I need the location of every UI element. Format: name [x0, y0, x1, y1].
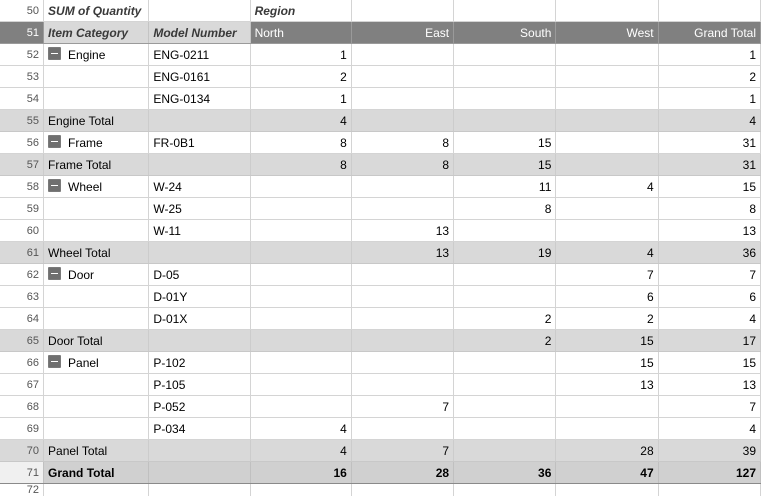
sum-of-quantity-label[interactable]: SUM of Quantity	[44, 0, 149, 22]
value-east[interactable]: 7	[351, 440, 453, 462]
row-header-55[interactable]: 55	[0, 110, 44, 132]
value-south[interactable]: 15	[454, 154, 556, 176]
row-header-70[interactable]: 70	[0, 440, 44, 462]
header-east[interactable]: East	[351, 22, 453, 44]
value-west[interactable]	[556, 132, 658, 154]
value-west[interactable]: 13	[556, 374, 658, 396]
table-row	[0, 308, 761, 330]
collapse-minus-icon[interactable]	[48, 47, 61, 60]
table-row	[0, 264, 761, 286]
value-north[interactable]	[250, 220, 351, 242]
value-north[interactable]: 4	[250, 110, 351, 132]
value-south[interactable]	[454, 264, 556, 286]
item-category-label: Wheel	[68, 180, 102, 194]
item-category-cell[interactable]	[44, 264, 149, 286]
header-north[interactable]: North	[250, 22, 351, 44]
value-east[interactable]	[351, 88, 453, 110]
value-north[interactable]: 1	[250, 44, 351, 66]
total-label-cell[interactable]: Frame Total	[44, 154, 149, 176]
collapse-minus-icon[interactable]	[48, 135, 61, 148]
row-header-61[interactable]: 61	[0, 242, 44, 264]
value-west[interactable]: 28	[556, 440, 658, 462]
value-west[interactable]	[556, 110, 658, 132]
value-grand-total[interactable]: 4	[658, 308, 760, 330]
row-header-71[interactable]: 71	[0, 462, 44, 484]
value-west[interactable]	[556, 66, 658, 88]
value-north[interactable]: 8	[250, 154, 351, 176]
subtotal-row	[0, 330, 761, 352]
value-east[interactable]	[351, 44, 453, 66]
value-grand-total[interactable]: 13	[658, 220, 760, 242]
empty-cell[interactable]	[351, 0, 453, 22]
empty-cell[interactable]	[149, 484, 250, 496]
row-header-51[interactable]: 51	[0, 22, 44, 44]
value-grand-total[interactable]: 36	[658, 242, 760, 264]
header-grand-total[interactable]: Grand Total	[658, 22, 760, 44]
value-grand-total[interactable]: 4	[658, 110, 760, 132]
total-label-cell[interactable]: Wheel Total	[44, 242, 149, 264]
value-south[interactable]: 19	[454, 242, 556, 264]
empty-cell[interactable]	[658, 0, 760, 22]
value-west[interactable]: 47	[556, 462, 658, 484]
row-header-72[interactable]: 72	[0, 484, 44, 496]
value-north[interactable]	[250, 242, 351, 264]
value-north[interactable]	[250, 198, 351, 220]
subtotal-row	[0, 154, 761, 176]
value-south[interactable]	[454, 440, 556, 462]
value-east[interactable]: 8	[351, 132, 453, 154]
item-category-cell[interactable]	[44, 132, 149, 154]
value-south[interactable]	[454, 66, 556, 88]
model-number-cell[interactable]: W-25	[149, 198, 250, 220]
value-west[interactable]	[556, 88, 658, 110]
subtotal-row	[0, 242, 761, 264]
grand-total-row	[0, 462, 761, 484]
row-header-50[interactable]: 50	[0, 0, 44, 22]
model-number-cell[interactable]: D-01Y	[149, 286, 250, 308]
value-grand-total[interactable]: 2	[658, 66, 760, 88]
value-west[interactable]: 2	[556, 308, 658, 330]
empty-cell[interactable]	[250, 484, 351, 496]
item-category-cell[interactable]	[44, 176, 149, 198]
collapse-minus-icon[interactable]	[48, 355, 61, 368]
value-east[interactable]: 28	[351, 462, 453, 484]
table-row	[0, 396, 761, 418]
value-east[interactable]	[351, 330, 453, 352]
pivot-header-row	[0, 22, 761, 44]
value-west[interactable]: 6	[556, 286, 658, 308]
model-number-cell[interactable]: D-05	[149, 264, 250, 286]
subtotal-row	[0, 110, 761, 132]
row-header-59[interactable]: 59	[0, 198, 44, 220]
value-east[interactable]	[351, 198, 453, 220]
value-grand-total[interactable]: 31	[658, 132, 760, 154]
value-east[interactable]	[351, 110, 453, 132]
value-west[interactable]	[556, 44, 658, 66]
value-grand-total[interactable]: 13	[658, 374, 760, 396]
empty-cell[interactable]	[149, 242, 250, 264]
value-south[interactable]: 15	[454, 132, 556, 154]
item-category-cell[interactable]	[44, 286, 149, 308]
total-label-cell[interactable]: Engine Total	[44, 110, 149, 132]
row-header-63[interactable]: 63	[0, 286, 44, 308]
table-row	[0, 66, 761, 88]
item-category-cell[interactable]	[44, 374, 149, 396]
row-header-53[interactable]: 53	[0, 66, 44, 88]
header-item-category[interactable]: Item Category	[44, 22, 149, 44]
value-grand-total[interactable]: 1	[658, 88, 760, 110]
value-grand-total[interactable]: 4	[658, 418, 760, 440]
row-header-67[interactable]: 67	[0, 374, 44, 396]
row-header-66[interactable]: 66	[0, 352, 44, 374]
value-east[interactable]	[351, 352, 453, 374]
model-number-cell[interactable]: ENG-0211	[149, 44, 250, 66]
item-category-cell[interactable]	[44, 198, 149, 220]
value-grand-total[interactable]: 31	[658, 154, 760, 176]
value-west[interactable]: 7	[556, 264, 658, 286]
region-label[interactable]: Region	[250, 0, 351, 22]
item-category-cell[interactable]	[44, 220, 149, 242]
table-row	[0, 220, 761, 242]
value-north[interactable]: 1	[250, 88, 351, 110]
value-east[interactable]	[351, 286, 453, 308]
value-east[interactable]	[351, 418, 453, 440]
model-number-cell[interactable]: P-052	[149, 396, 250, 418]
model-number-cell[interactable]: ENG-0161	[149, 66, 250, 88]
row-header-69[interactable]: 69	[0, 418, 44, 440]
total-label-cell[interactable]: Panel Total	[44, 440, 149, 462]
value-north[interactable]	[250, 374, 351, 396]
value-west[interactable]: 4	[556, 242, 658, 264]
model-number-cell[interactable]: P-034	[149, 418, 250, 440]
value-east[interactable]	[351, 264, 453, 286]
value-east[interactable]	[351, 308, 453, 330]
collapse-minus-icon[interactable]	[48, 179, 61, 192]
row-header-68[interactable]: 68	[0, 396, 44, 418]
value-west[interactable]: 15	[556, 352, 658, 374]
model-number-cell[interactable]: FR-0B1	[149, 132, 250, 154]
table-row	[0, 44, 761, 66]
row-header-60[interactable]: 60	[0, 220, 44, 242]
total-label-cell[interactable]: Door Total	[44, 330, 149, 352]
value-north[interactable]	[250, 352, 351, 374]
value-west[interactable]	[556, 154, 658, 176]
value-west[interactable]	[556, 396, 658, 418]
empty-cell[interactable]	[149, 330, 250, 352]
value-grand-total[interactable]: 39	[658, 440, 760, 462]
empty-cell[interactable]	[454, 0, 556, 22]
value-east[interactable]: 7	[351, 396, 453, 418]
value-grand-total[interactable]: 15	[658, 352, 760, 374]
value-south[interactable]	[454, 418, 556, 440]
empty-cell[interactable]	[556, 484, 658, 496]
empty-cell[interactable]	[658, 484, 760, 496]
table-row	[0, 352, 761, 374]
table-row	[0, 132, 761, 154]
empty-cell[interactable]	[149, 0, 250, 22]
item-category-cell[interactable]	[44, 308, 149, 330]
table-row	[0, 374, 761, 396]
row-header-56[interactable]: 56	[0, 132, 44, 154]
value-east[interactable]	[351, 374, 453, 396]
value-grand-total[interactable]: 7	[658, 264, 760, 286]
model-number-cell[interactable]: ENG-0134	[149, 88, 250, 110]
value-south[interactable]: 2	[454, 308, 556, 330]
value-south[interactable]	[454, 396, 556, 418]
item-category-cell[interactable]	[44, 418, 149, 440]
total-label-cell[interactable]: Grand Total	[44, 462, 149, 484]
row-header-54[interactable]: 54	[0, 88, 44, 110]
value-east[interactable]: 8	[351, 154, 453, 176]
empty-cell[interactable]	[149, 110, 250, 132]
table-row	[0, 198, 761, 220]
row-header-62[interactable]: 62	[0, 264, 44, 286]
trailing-row	[0, 484, 761, 496]
value-south[interactable]: 11	[454, 176, 556, 198]
value-north[interactable]	[250, 176, 351, 198]
empty-cell[interactable]	[149, 154, 250, 176]
value-west[interactable]	[556, 418, 658, 440]
value-grand-total[interactable]: 7	[658, 396, 760, 418]
value-south[interactable]	[454, 44, 556, 66]
value-north[interactable]	[250, 286, 351, 308]
table-row	[0, 418, 761, 440]
item-category-cell[interactable]	[44, 352, 149, 374]
empty-cell[interactable]	[149, 462, 250, 484]
value-grand-total[interactable]: 1	[658, 44, 760, 66]
value-east[interactable]	[351, 66, 453, 88]
value-north[interactable]	[250, 264, 351, 286]
empty-cell[interactable]	[556, 0, 658, 22]
value-south[interactable]	[454, 352, 556, 374]
collapse-minus-icon[interactable]	[48, 267, 61, 280]
value-north[interactable]: 16	[250, 462, 351, 484]
value-grand-total[interactable]: 17	[658, 330, 760, 352]
empty-cell[interactable]	[454, 484, 556, 496]
model-number-cell[interactable]: W-11	[149, 220, 250, 242]
value-north[interactable]: 8	[250, 132, 351, 154]
row-header-64[interactable]: 64	[0, 308, 44, 330]
value-north[interactable]	[250, 396, 351, 418]
value-south[interactable]	[454, 374, 556, 396]
model-number-cell[interactable]: W-24	[149, 176, 250, 198]
model-number-cell[interactable]: P-102	[149, 352, 250, 374]
model-number-cell[interactable]: D-01X	[149, 308, 250, 330]
empty-cell[interactable]	[351, 484, 453, 496]
value-south[interactable]: 8	[454, 198, 556, 220]
value-south[interactable]	[454, 110, 556, 132]
item-category-label: Panel	[68, 356, 99, 370]
value-east[interactable]	[351, 176, 453, 198]
empty-cell[interactable]	[44, 484, 149, 496]
header-south[interactable]: South	[454, 22, 556, 44]
model-number-cell[interactable]: P-105	[149, 374, 250, 396]
item-category-label: Frame	[68, 136, 103, 150]
value-north[interactable]: 4	[250, 440, 351, 462]
value-grand-total[interactable]: 8	[658, 198, 760, 220]
value-south[interactable]: 2	[454, 330, 556, 352]
empty-cell[interactable]	[149, 440, 250, 462]
item-category-cell[interactable]	[44, 88, 149, 110]
value-north[interactable]	[250, 330, 351, 352]
row-header-57[interactable]: 57	[0, 154, 44, 176]
value-grand-total[interactable]: 127	[658, 462, 760, 484]
header-west[interactable]: West	[556, 22, 658, 44]
value-south[interactable]	[454, 286, 556, 308]
value-west[interactable]	[556, 220, 658, 242]
item-category-cell[interactable]	[44, 66, 149, 88]
value-west[interactable]	[556, 198, 658, 220]
value-east[interactable]: 13	[351, 220, 453, 242]
item-category-label: Engine	[68, 48, 105, 62]
pivot-title-row	[0, 0, 761, 22]
value-west[interactable]: 4	[556, 176, 658, 198]
value-north[interactable]: 4	[250, 418, 351, 440]
table-row	[0, 176, 761, 198]
value-north[interactable]: 2	[250, 66, 351, 88]
value-south[interactable]	[454, 220, 556, 242]
item-category-label: Door	[68, 268, 94, 282]
value-west[interactable]: 15	[556, 330, 658, 352]
value-east[interactable]: 13	[351, 242, 453, 264]
item-category-cell[interactable]	[44, 44, 149, 66]
table-row	[0, 88, 761, 110]
item-category-cell[interactable]	[44, 396, 149, 418]
value-grand-total[interactable]: 15	[658, 176, 760, 198]
table-row	[0, 286, 761, 308]
row-header-65[interactable]: 65	[0, 330, 44, 352]
value-south[interactable]	[454, 88, 556, 110]
header-model-number[interactable]: Model Number	[149, 22, 250, 44]
value-grand-total[interactable]: 6	[658, 286, 760, 308]
row-header-52[interactable]: 52	[0, 44, 44, 66]
row-header-58[interactable]: 58	[0, 176, 44, 198]
value-north[interactable]	[250, 308, 351, 330]
value-south[interactable]: 36	[454, 462, 556, 484]
subtotal-row	[0, 440, 761, 462]
